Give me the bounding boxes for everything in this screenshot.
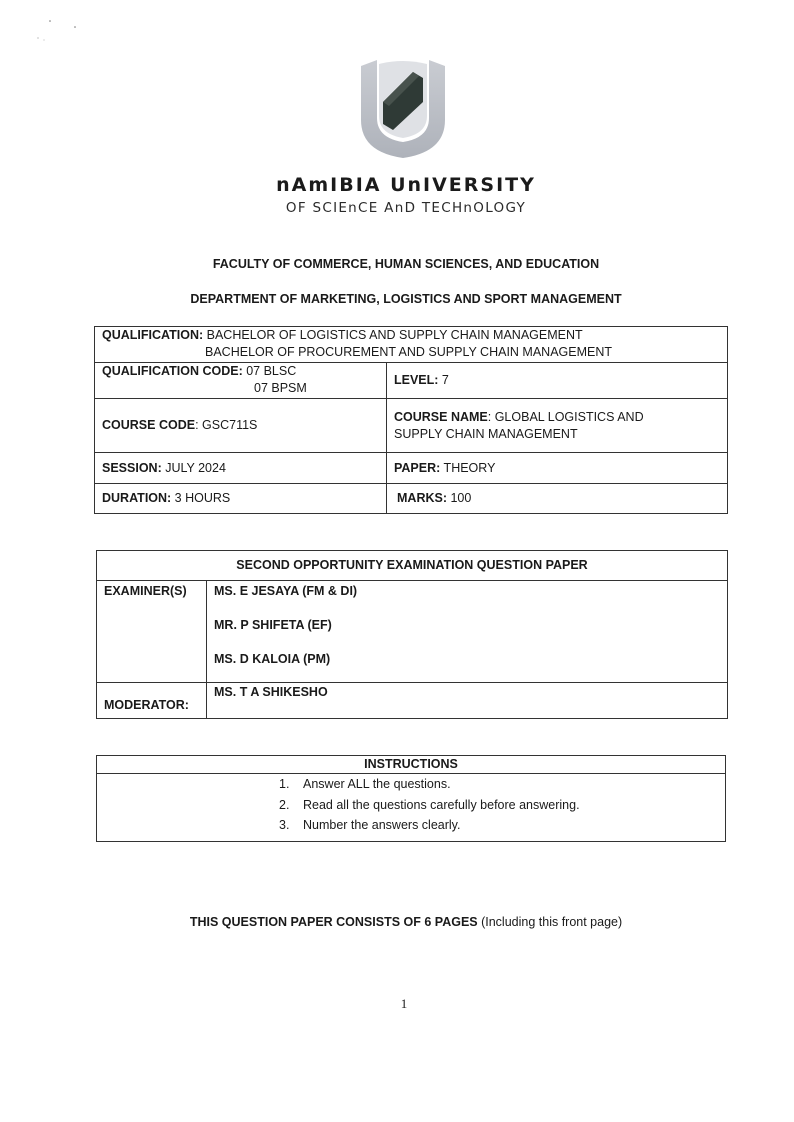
qualification-code-cell: QUALIFICATION CODE: 07 BLSC 07 BPSM xyxy=(95,363,387,399)
course-name-cell: COURSE NAME: GLOBAL LOGISTICS AND SUPPLY CHAIN MANAGEMENT xyxy=(387,399,728,453)
level-cell: LEVEL: 7 xyxy=(387,363,728,399)
exam-title: SECOND OPPORTUNITY EXAMINATION QUESTION PAPER xyxy=(97,551,728,581)
examiners-list xyxy=(207,581,728,683)
faculty-heading: FACULTY OF COMMERCE, HUMAN SCIENCES, AND EDUCATION xyxy=(212,257,600,271)
page-number: 1 xyxy=(400,996,408,1011)
instruction-item: 2. Read all the questions carefully before answering. xyxy=(279,797,580,812)
examiner-name: MS. D KALOIA (PM) xyxy=(214,652,331,666)
instruction-item: 3. Number the answers clearly. xyxy=(279,818,461,832)
duration-cell: DURATION: 3 HOURS xyxy=(95,484,387,514)
instructions-table xyxy=(96,755,726,842)
qualification-cell: QUALIFICATION: BACHELOR OF LOGISTICS AND SUPPLY CHAIN MANAGEMENT BACHELOR OF PROCUREMENT AND SUPPLY CHAIN MANAGEMENT xyxy=(95,327,728,363)
university-name: nAmIBIA UnIVERSITY xyxy=(276,174,536,196)
paper-cell: PAPER: THEORY xyxy=(387,453,728,484)
moderator-label: MODERATOR: xyxy=(97,683,207,719)
course-details-table xyxy=(94,326,728,514)
instruction-item: 1. Answer ALL the questions. xyxy=(279,777,451,791)
examiners-table xyxy=(96,550,728,719)
instructions-title: INSTRUCTIONS xyxy=(97,756,726,774)
instructions-list xyxy=(104,774,718,836)
moderator-name: MS. T A SHIKESHO xyxy=(207,683,728,719)
examiner-name: MS. E JESAYA (FM & DI) xyxy=(214,584,358,598)
university-logo-icon xyxy=(355,56,451,160)
department-heading: DEPARTMENT OF MARKETING, LOGISTICS AND SPORT MANAGEMENT xyxy=(190,292,622,306)
session-cell: SESSION: JULY 2024 xyxy=(95,453,387,484)
scan-specks xyxy=(30,18,90,48)
marks-cell: MARKS: 100 xyxy=(387,484,728,514)
course-code-cell: COURSE CODE: GSC711S xyxy=(95,399,387,453)
page-count-note: THIS QUESTION PAPER CONSISTS OF 6 PAGES (Including this front page) xyxy=(189,915,623,929)
examiner-name: MR. P SHIFETA (EF) xyxy=(214,618,332,632)
examiners-label: EXAMINER(S) xyxy=(97,581,207,683)
university-subtitle: OF SCIEnCE AnD TECHnOLOGY xyxy=(285,200,527,216)
